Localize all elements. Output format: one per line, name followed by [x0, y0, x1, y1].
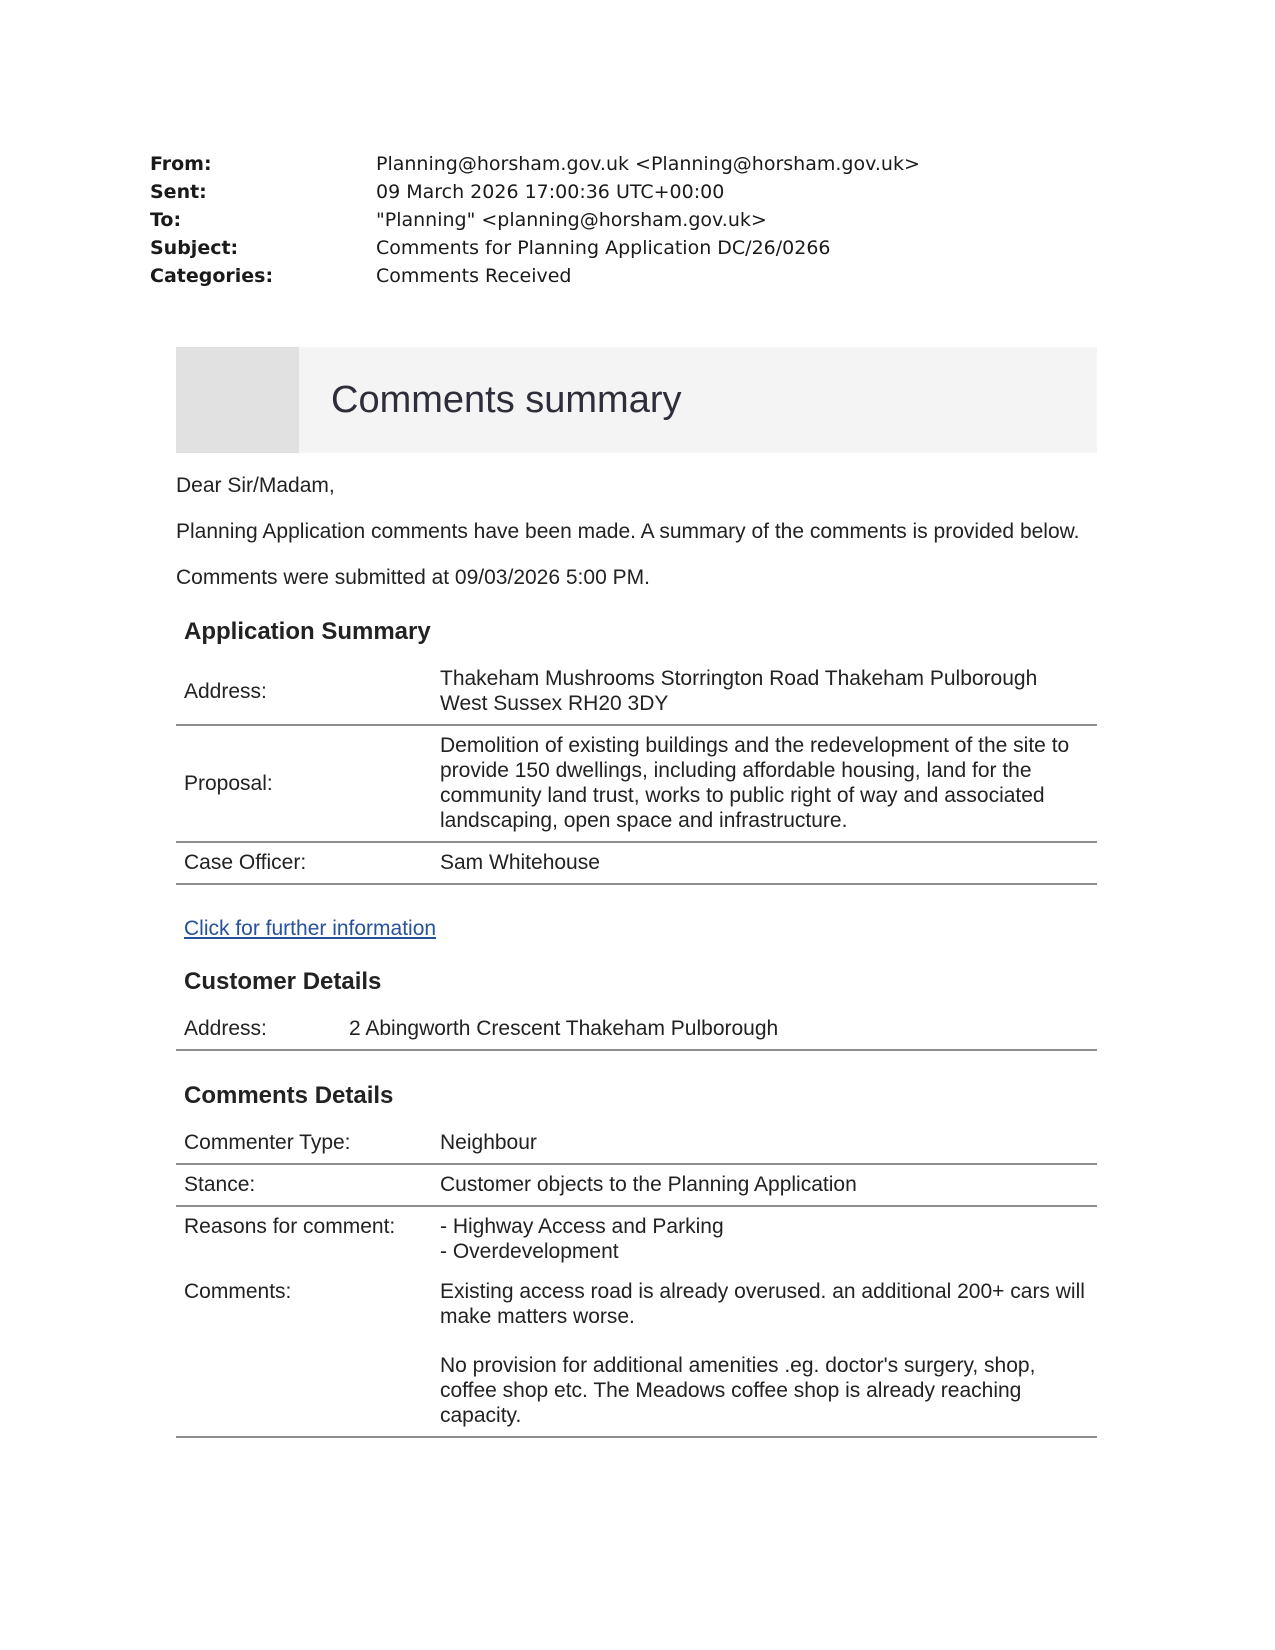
- email-header: [150, 150, 1050, 290]
- comment-paragraph: Existing access road is already overused. an additional 200+ cars will make matters worse.: [440, 1280, 1085, 1328]
- proposal-label: Proposal:: [184, 771, 273, 795]
- proposal-value: Demolition of existing buildings and the redevelopment of the site to provide 150 dwellings, including affordable housing, land for the community land trust, works to public right of way and associated landscaping, open space and infrastructure.: [440, 734, 1070, 832]
- table-row: [176, 843, 1097, 885]
- email-body: [176, 347, 1097, 1438]
- further-info-link[interactable]: Click for further information: [184, 917, 437, 940]
- comment-paragraph: No provision for additional amenities .eg. doctor's surgery, shop, coffee shop etc. The Meadows coffee shop is already reaching capacity.: [440, 1354, 1036, 1427]
- subject-label: Subject:: [150, 237, 239, 259]
- to-row: [150, 206, 1050, 234]
- customer-address-label: Address:: [184, 1017, 267, 1040]
- banner-logo-placeholder: [176, 347, 299, 453]
- further-info-container: [176, 917, 1097, 941]
- reason-item: - Highway Access and Parking: [440, 1215, 724, 1238]
- categories-value: Comments Received: [376, 265, 572, 287]
- address-value: [440, 666, 1097, 716]
- case-officer-value: Sam Whitehouse: [440, 851, 600, 874]
- comments-details-table: [176, 1123, 1097, 1438]
- summary-banner: [176, 347, 1097, 453]
- sent-row: [150, 178, 1050, 206]
- comments-label: Comments:: [184, 1280, 292, 1303]
- greeting: Dear Sir/Madam,: [176, 474, 335, 497]
- application-summary-heading: Application Summary: [184, 618, 431, 645]
- subject-row: [150, 234, 1050, 262]
- commenter-type-value: Neighbour: [440, 1131, 537, 1154]
- sent-value: 09 March 2026 17:00:36 UTC+00:00: [376, 181, 725, 203]
- table-row: [176, 1165, 1097, 1207]
- customer-details-table: [176, 1009, 1097, 1051]
- banner-title: Comments summary: [299, 347, 1097, 453]
- submitted-text: Comments were submitted at 09/03/2026 5:00 PM.: [176, 566, 650, 589]
- to-label: To:: [150, 209, 182, 231]
- subject-value: Comments for Planning Application DC/26/0266: [376, 237, 831, 259]
- address-label: Address:: [184, 679, 267, 703]
- stance-value: Customer objects to the Planning Application: [440, 1173, 857, 1196]
- table-row: [176, 659, 1097, 726]
- stance-label: Stance:: [184, 1173, 256, 1196]
- intro-text: Planning Application comments have been made. A summary of the comments is provided below.: [176, 520, 1080, 543]
- address-line-2: West Sussex RH20 3DY: [440, 692, 669, 715]
- table-row: [176, 1272, 1097, 1438]
- categories-label: Categories:: [150, 265, 274, 287]
- from-value: Planning@horsham.gov.uk <Planning@horsham.gov.uk>: [376, 153, 920, 175]
- categories-row: [150, 262, 1050, 290]
- comments-value: [440, 1279, 1097, 1428]
- customer-details-heading: Customer Details: [184, 968, 382, 995]
- table-row: [176, 1207, 1097, 1272]
- from-label: From:: [150, 153, 212, 175]
- case-officer-label: Case Officer:: [184, 851, 307, 874]
- reason-item: - Overdevelopment: [440, 1240, 619, 1263]
- address-line-1: Thakeham Mushrooms Storrington Road Thakeham Pulborough: [440, 667, 1038, 690]
- reasons-label: Reasons for comment:: [184, 1215, 396, 1238]
- reasons-value: [440, 1214, 1097, 1264]
- table-row: [176, 1123, 1097, 1165]
- table-row: [176, 1009, 1097, 1051]
- table-row: [176, 726, 1097, 843]
- comments-details-heading: Comments Details: [184, 1082, 394, 1109]
- commenter-type-label: Commenter Type:: [184, 1131, 351, 1154]
- to-value: "Planning" <planning@horsham.gov.uk>: [376, 209, 767, 231]
- customer-address-value: 2 Abingworth Crescent Thakeham Pulborough: [349, 1017, 779, 1040]
- sent-label: Sent:: [150, 181, 207, 203]
- application-summary-table: [176, 659, 1097, 885]
- from-row: [150, 150, 1050, 178]
